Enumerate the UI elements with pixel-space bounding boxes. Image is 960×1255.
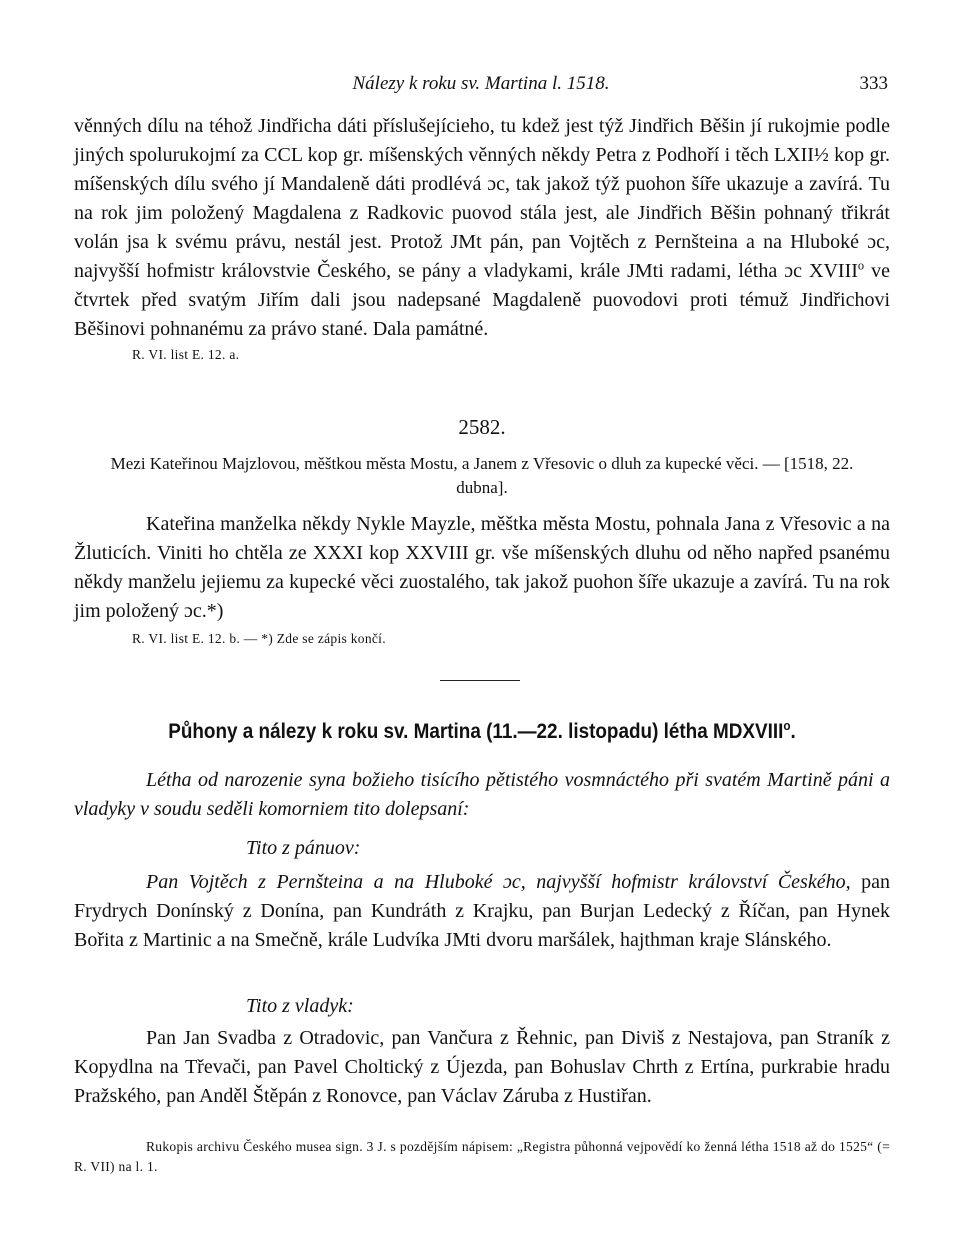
lords-heading: Tito z pánuov: bbox=[246, 837, 361, 859]
entry-2582-reference: R. VI. list E. 12. b. — *) Zde se zápis končí. bbox=[132, 631, 386, 646]
lords-italic-text: Pan Vojtěch z Pernšteina a na Hluboké ɔc, najvyšší hofmistr království Českého, bbox=[146, 871, 851, 893]
entry-2582-body bbox=[74, 510, 890, 648]
section-title-sup: o bbox=[783, 718, 791, 733]
lords-paragraph bbox=[74, 868, 890, 955]
entry-2581-text: věnných dílu na téhož Jindřicha dáti příslušejícieho, tu kdež jest týž Jindřich Běšin jí rukojmie podle jiných spolurukojmí za CCL kop gr. míšenských věnných někdy Petra z Podhoří i těch LXII½ kop gr. míšenských dílu svého jí Mandaleně dáti prodlévá ɔc, tak jakož týž puohon šíře ukazuje a zavírá. Tu na rok jim položený Magdalena z Radkovic puovod stála jest, ale Jindřich Běšin pohnaný třikrát volán jsa k svému právu, nestál jest. Protož JMt pán, pan Vojtěch z Pernšteina a na Hluboké ɔc, najvyšší hofmistr královstvie Českého, se pány a vladykami, krále JMti radami, létha ɔc XVIII bbox=[74, 115, 890, 282]
lords-list bbox=[74, 868, 890, 955]
section-title-end: . bbox=[790, 720, 796, 743]
entry-2582-paragraph: Kateřina manželka někdy Nykle Mayzle, měštka města Mostu, pohnala Jana z Vřesovic a na Žluticích. Viniti ho chtěla ze XXXI kop XXVIII gr. vše míšenských dluhu od něho napřed psanému někdy manželu jejiemu za kupecké věci zuostalého, tak jakož puohon šíře ukazuje a zavírá. Tu na rok jim položený ɔc.*) bbox=[74, 513, 890, 622]
lords-rest-text: pan Frydrych Donínský z Donína, pan Kundráth z Krajku, pan Burjan Ledecký z Říčan, pan Hynek Bořita z Martinic a na Smečně, krále Ludvíka JMti dvoru maršálek, hajthman kraje Slánského. bbox=[74, 871, 890, 951]
section-intro-text: Létha od narozenie syna božieho tisícího pětistého vosmnáctého při svatém Martině páni a vladyky v soudu seděli komorniem tito dolepsaní: bbox=[74, 769, 890, 820]
running-title: Nálezy k roku sv. Martina l. 1518. bbox=[352, 73, 610, 94]
section-divider bbox=[440, 680, 520, 681]
footnote: Rukopis archivu Českého musea sign. 3 J. s pozdějším nápisem: „Registra půhonná vejpovědí ko ženná létha 1518 až do 1525“ (= R. VII) na l. 1. bbox=[74, 1139, 890, 1174]
section-intro bbox=[74, 766, 890, 824]
entry-2581-reference: R. VI. list E. 12. a. bbox=[132, 347, 240, 362]
entry-2581-ordinal-sup: o bbox=[857, 258, 865, 273]
knights-paragraph: Pan Jan Svadba z Otradovic, pan Vančura z Řehnic, pan Diviš z Nestajova, pan Straník z Kopydlna na Třevači, pan Pavel Choltický z Újezda, pan Bohuslav Chrth z Ertína, purkrabie hradu Pražského, pan Anděl Štěpán z Ronovce, pan Václav Záruba z Hustiřan. bbox=[74, 1027, 890, 1107]
entry-2581-paragraph bbox=[74, 112, 890, 344]
page-number: 333 bbox=[859, 73, 888, 94]
entry-2582-number: 2582. bbox=[458, 415, 506, 439]
section-title-text: Půhony a nálezy k roku sv. Martina (11.—22. listopadu) létha MDXVIII bbox=[168, 720, 784, 743]
section-title bbox=[115, 715, 849, 749]
running-header bbox=[74, 70, 888, 98]
knights-heading: Tito z vladyk: bbox=[246, 995, 354, 1017]
knights-list bbox=[74, 1024, 890, 1111]
entry-2582-summary: Mezi Kateřinou Majzlovou, měštkou města Mostu, a Janem z Vřesovic o dluh za kupecké věci. — [1518, 22. dubna]. bbox=[110, 454, 854, 497]
entry-2581-continuation bbox=[74, 112, 890, 364]
entry-2581-text-tail: ve čtvrtek před svatým Jiřím dali jsou nadepsané Magdaleně puovodovi proti témuž Jindřichovi Běšinovi pohnanému za právo stané. Dala památné. bbox=[74, 260, 890, 340]
